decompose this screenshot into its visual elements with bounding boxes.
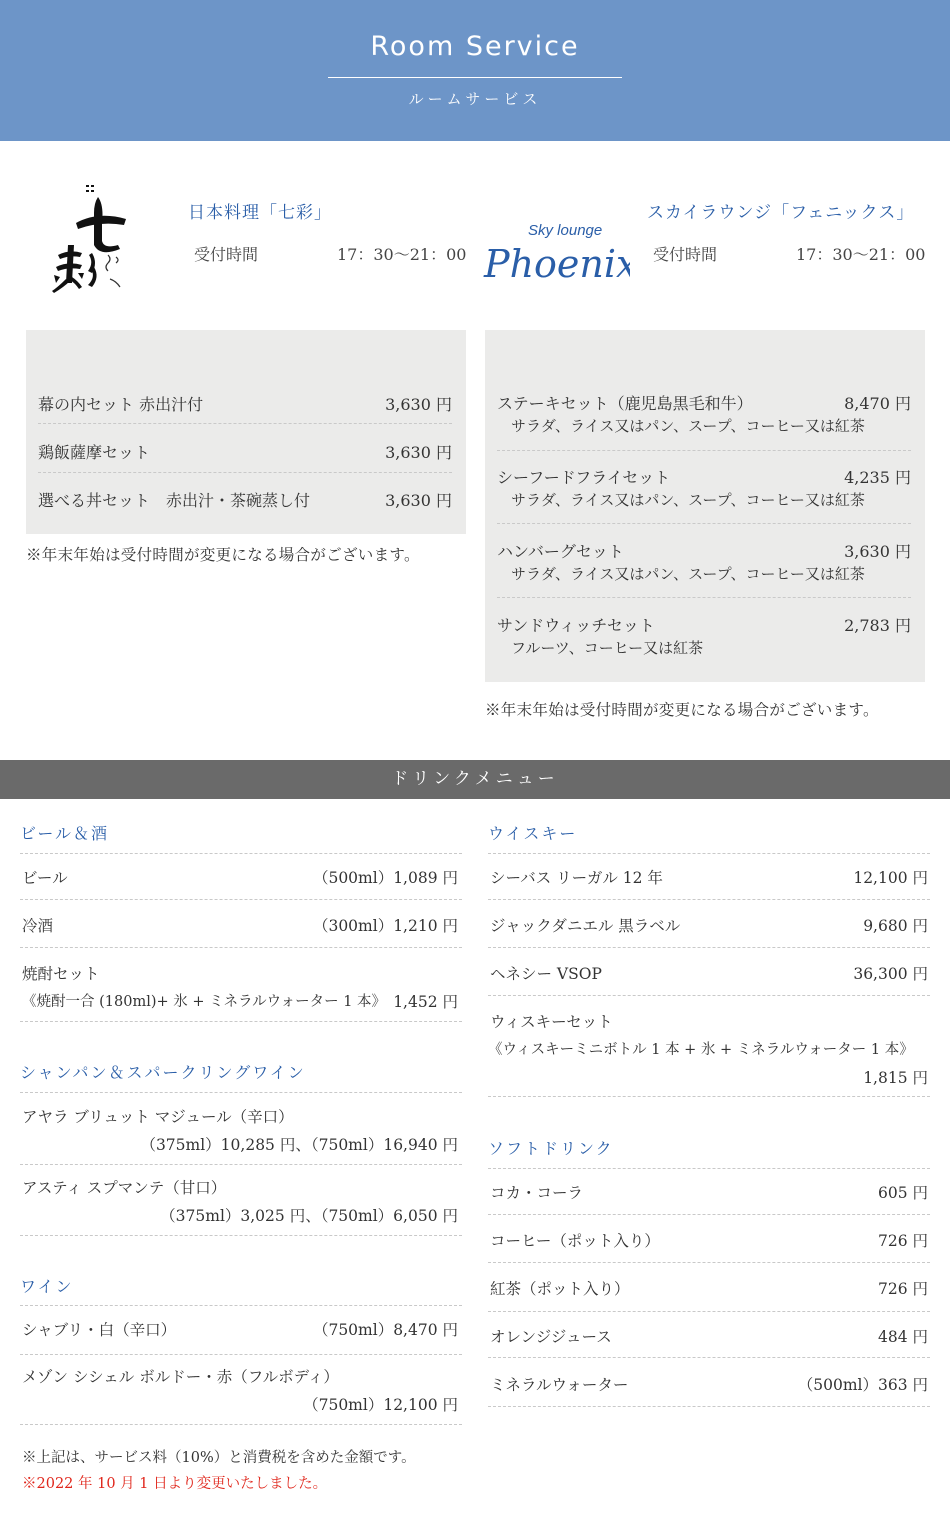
item-divider — [488, 899, 930, 900]
item-detail: 《焼酎一合 (180ml)+ 氷 + ミネラルウォーター 1 本》 — [22, 994, 387, 1010]
menu-panel-nanairo — [26, 330, 466, 534]
item-divider — [488, 1168, 930, 1169]
item-divider — [488, 947, 930, 948]
item-name: 鶏飯薩摩セット — [38, 443, 151, 462]
item-price: （500ml）363 円 — [797, 1376, 928, 1394]
item-divider — [488, 995, 930, 996]
page-header — [0, 0, 950, 141]
hours-label-nanairo: 受付時間 — [194, 245, 259, 264]
item-price: 3,630 円 — [385, 395, 452, 414]
item-name: サンドウィッチセット — [497, 616, 655, 635]
logo-small-text: Sky lounge — [528, 222, 603, 239]
item-divider — [20, 899, 462, 900]
item-divider — [38, 472, 452, 473]
drink-menu-header: ドリンクメニュー — [0, 760, 950, 799]
item-price: 605 円 — [877, 1184, 928, 1202]
page-subtitle: ルームサービス — [408, 90, 542, 108]
item-price: 726 円 — [877, 1232, 928, 1250]
item-name: ジャックダニエル 黒ラベル — [490, 917, 681, 935]
item-name: ミネラルウォーター — [490, 1376, 629, 1394]
item-price: 8,470 円 — [844, 394, 911, 413]
hours-label-phoenix: 受付時間 — [653, 245, 718, 264]
item-price: 3,630 円 — [844, 542, 911, 561]
restaurant-name-nanairo: 日本料理「七彩」 — [188, 203, 332, 223]
item-divider — [488, 1311, 930, 1312]
item-name: ハンバーグセット — [497, 542, 624, 561]
category-beer-sake: ビール＆酒 — [20, 824, 110, 843]
hours-value-nanairo: 17：30〜21：00 — [337, 245, 467, 264]
item-divider — [488, 853, 930, 854]
item-description: サラダ、ライス又はパン、スープ、コーヒー又は紅茶 — [511, 491, 865, 509]
restaurant-name-phoenix: スカイラウンジ「フェニックス」 — [647, 203, 915, 223]
item-divider — [20, 1021, 462, 1022]
item-name: オレンジジュース — [490, 1328, 612, 1346]
item-name: 選べる丼セット 赤出汁・茶碗蒸し付 — [38, 491, 311, 510]
item-divider — [497, 523, 911, 524]
item-divider — [38, 423, 452, 424]
header-divider — [328, 77, 622, 78]
item-price: 9,680 円 — [863, 917, 928, 935]
item-divider — [488, 1262, 930, 1263]
item-name: シーバス リーガル 12 年 — [490, 869, 663, 887]
item-divider — [20, 1354, 462, 1355]
item-description: サラダ、ライス又はパン、スープ、コーヒー又は紅茶 — [511, 565, 865, 583]
item-name: シーフードフライセット — [497, 468, 671, 487]
menu-panel-phoenix — [485, 330, 925, 682]
item-detail: 《ウィスキーミニボトル 1 本 + 氷 + ミネラルウォーター 1 本》 — [488, 1042, 914, 1058]
sky-lounge-phoenix-logo-icon — [480, 215, 630, 285]
item-name: 冷酒 — [22, 917, 54, 935]
item-divider — [20, 1305, 462, 1306]
category-wine: ワイン — [20, 1277, 74, 1296]
item-price: 12,100 円 — [853, 869, 928, 887]
item-name: メゾン シシェル ボルドー・赤（フルボディ） — [22, 1368, 339, 1386]
item-price: 3,630 円 — [385, 443, 452, 462]
item-price: 726 円 — [877, 1280, 928, 1298]
item-name: ビール — [22, 869, 68, 887]
category-soft-drinks: ソフトドリンク — [488, 1139, 614, 1158]
item-divider — [20, 1092, 462, 1093]
item-name: アヤラ ブリュット マジュール（辛口） — [22, 1108, 294, 1126]
item-name: ステーキセット（鹿児島黒毛和牛） — [497, 394, 753, 413]
item-price: 36,300 円 — [853, 965, 928, 983]
item-price: （375ml）3,025 円、（750ml）6,050 円 — [160, 1207, 458, 1225]
item-divider — [497, 450, 911, 451]
item-divider — [20, 1164, 462, 1165]
logo-big-text: Phoenix — [484, 242, 630, 285]
item-divider — [488, 1096, 930, 1097]
item-divider — [497, 597, 911, 598]
item-divider — [20, 1424, 462, 1425]
item-price: 2,783 円 — [844, 616, 911, 635]
hours-note-phoenix: ※年末年始は受付時間が変更になる場合がございます。 — [485, 701, 879, 719]
item-divider — [20, 1235, 462, 1236]
hours-note-nanairo: ※年末年始は受付時間が変更になる場合がございます。 — [26, 546, 420, 564]
category-whisky: ウイスキー — [488, 824, 578, 843]
item-price: 1,815 円 — [863, 1069, 928, 1087]
item-price: （750ml）8,470 円 — [312, 1321, 458, 1339]
item-description: サラダ、ライス又はパン、スープ、コーヒー又は紅茶 — [511, 417, 865, 435]
item-name: 紅茶（ポット入り） — [490, 1280, 630, 1298]
item-name: コーヒー（ポット入り） — [490, 1232, 660, 1250]
item-name: 焼酎セット — [22, 965, 100, 983]
item-name: 幕の内セット 赤出汁付 — [38, 395, 204, 414]
item-divider — [488, 1214, 930, 1215]
item-price: （300ml）1,210 円 — [312, 917, 458, 935]
item-price: 484 円 — [877, 1328, 928, 1346]
item-name: ヘネシー VSOP — [490, 965, 602, 983]
nanairo-calligraphy-logo-icon — [48, 183, 134, 299]
item-price: （500ml）1,089 円 — [312, 869, 458, 887]
change-notice: ※2022 年 10 月 1 日より変更いたしました。 — [22, 1476, 328, 1492]
item-price: 3,630 円 — [385, 491, 452, 510]
tax-note: ※上記は、サービス料（10%）と消費税を含めた金額です。 — [22, 1450, 416, 1466]
item-price: 4,235 円 — [844, 468, 911, 487]
page-title: Room Service — [370, 31, 580, 62]
item-price: （375ml）10,285 円、（750ml）16,940 円 — [140, 1136, 458, 1154]
item-name: コカ・コーラ — [490, 1184, 584, 1202]
item-name: ウィスキーセット — [490, 1013, 613, 1031]
category-champagne: シャンパン＆スパークリングワイン — [20, 1063, 306, 1082]
item-price: （750ml）12,100 円 — [303, 1396, 458, 1414]
item-description: フルーツ、コーヒー又は紅茶 — [511, 639, 704, 657]
item-name: アスティ スプマンテ（甘口） — [22, 1179, 227, 1197]
item-divider — [20, 853, 462, 854]
item-divider — [488, 1406, 930, 1407]
item-price: 1,452 円 — [393, 993, 458, 1011]
item-name: シャブリ・白（辛口） — [22, 1321, 177, 1339]
hours-value-phoenix: 17：30〜21：00 — [796, 245, 926, 264]
item-divider — [20, 947, 462, 948]
item-divider — [488, 1357, 930, 1358]
